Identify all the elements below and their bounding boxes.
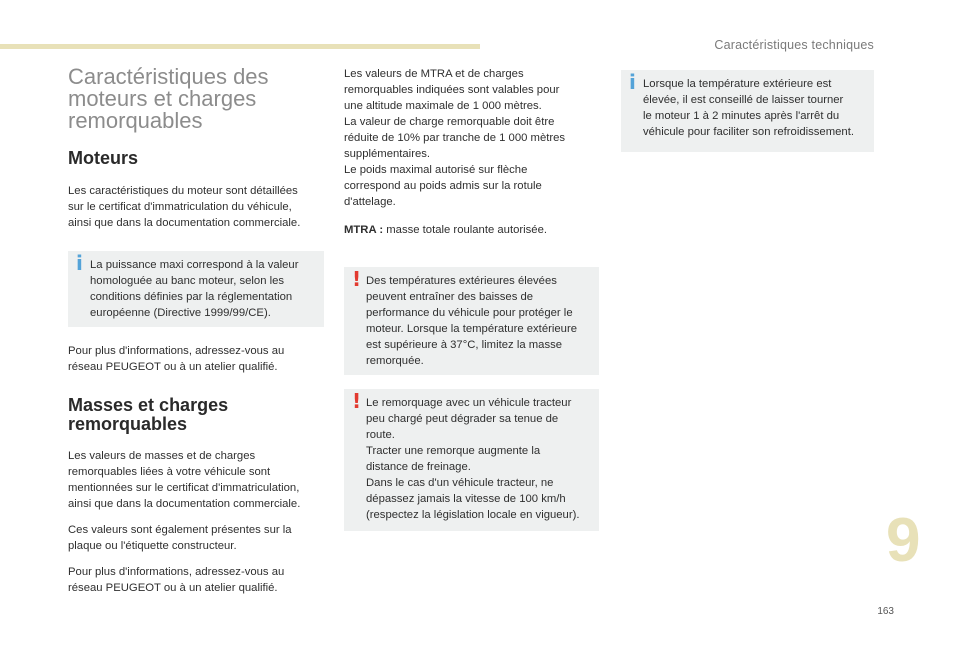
text-line: La puissance maxi correspond à la valeur [90,259,299,271]
warning-icon: ! [352,389,362,413]
mtra-label: MTRA : [344,224,384,236]
mtra-text: masse totale roulante autorisée. [383,224,548,236]
text-line: élevée, il est conseillé de laisser tourner [643,94,844,106]
text-line: homologuée au banc moteur, selon les [90,275,285,287]
text-line: Le remorquage avec un véhicule tracteur [366,397,572,409]
header-accent-bar [0,44,480,49]
title-line: Caractéristiques des [68,64,269,89]
text-line: européenne (Directive 1999/99/CE). [90,307,271,319]
text-line: Tracter une remorque augmente la [366,445,541,457]
text-line: ainsi que dans la documentation commerciale. [68,498,301,510]
section-header: Caractéristiques techniques [714,38,874,52]
warning-icon: ! [352,267,362,291]
text-line: mentionnées sur le certificat d'immatriculation, [68,482,300,494]
text-line: Pour plus d'informations, adressez-vous au [68,566,285,578]
info-icon: i [76,251,83,275]
text-line: Des températures extérieures élevées [366,275,557,287]
masses-paragraph-2 [68,522,324,554]
text-line: supplémentaires. [344,148,431,160]
text-line: moteur. Lorsque la température extérieure [366,323,577,335]
text-line: une altitude maximale de 1 000 mètres. [344,100,542,112]
warning-box-remorquage [344,389,599,531]
title-line: moteurs et charges [68,86,257,111]
text-line: remorquée. [366,355,424,367]
text-line: Les caractéristiques du moteur sont détaillées [68,185,298,197]
column-left [68,66,324,596]
text-line: Lorsque la température extérieure est [643,78,832,90]
text-line: Ces valeurs sont également présentes sur la [68,524,292,536]
text-line: remorquables liées à votre véhicule sont [68,466,271,478]
page-number: 163 [877,606,894,617]
info-box-refroidissement [621,70,874,152]
warning-box-temperature [344,267,599,375]
text-line: peuvent entraîner des baisses de [366,291,534,303]
text-line: véhicule pour faciliter son refroidissement. [643,126,854,138]
page-title [68,66,324,132]
text-line: d'attelage. [344,196,396,208]
text-line: plaque ou l'étiquette constructeur. [68,540,237,552]
text-line: réduite de 10% par tranche de 1 000 mètres [344,132,566,144]
text-line: correspond au poids admis sur la rotule [344,180,542,192]
text-line: Les valeurs de masses et de charges [68,450,256,462]
info-icon: i [629,70,636,94]
mtra-definition [344,222,599,238]
column-middle [344,66,599,531]
text-line: La valeur de charge remorquable doit être [344,116,555,128]
text-line: Dans le cas d'un véhicule tracteur, ne [366,477,554,489]
text-line: Les valeurs de MTRA et de charges [344,68,524,80]
text-line: Le poids maximal autorisé sur flèche [344,164,528,176]
moteurs-paragraph-2 [68,343,324,375]
chapter-number: 9 [886,506,921,575]
heading-line: remorquables [68,414,188,434]
text-line: (respectez la législation locale en vigueur). [366,509,580,521]
heading-line: Masses et charges [68,395,229,415]
text-line: réseau PEUGEOT ou à un atelier qualifié. [68,361,278,373]
moteurs-heading: Moteurs [68,148,139,168]
text-line: performance du véhicule pour protéger le [366,307,573,319]
mtra-paragraph [344,66,599,210]
text-line: réseau PEUGEOT ou à un atelier qualifié. [68,582,278,594]
title-line: remorquables [68,108,203,133]
text-line: conditions définies par la réglementation [90,291,293,303]
info-box-puissance [68,251,324,327]
text-line: sur le certificat d'immatriculation du véhicule, [68,201,292,213]
text-line: route. [366,429,395,441]
text-line: ainsi que dans la documentation commerciale. [68,217,301,229]
text-line: Pour plus d'informations, adressez-vous au [68,345,285,357]
text-line: le moteur 1 à 2 minutes après l'arrêt du [643,110,840,122]
text-line: peu chargé peut dégrader sa tenue de [366,413,559,425]
column-right [621,70,874,152]
moteurs-paragraph-1 [68,183,324,231]
masses-heading [68,396,324,434]
text-line: est supérieure à 37°C, limitez la masse [366,339,563,351]
masses-paragraph-1 [68,448,324,512]
masses-paragraph-3 [68,564,324,596]
text-line: dépassez jamais la vitesse de 100 km/h [366,493,566,505]
text-line: remorquables indiquées sont valables pour [344,84,560,96]
text-line: distance de freinage. [366,461,471,473]
